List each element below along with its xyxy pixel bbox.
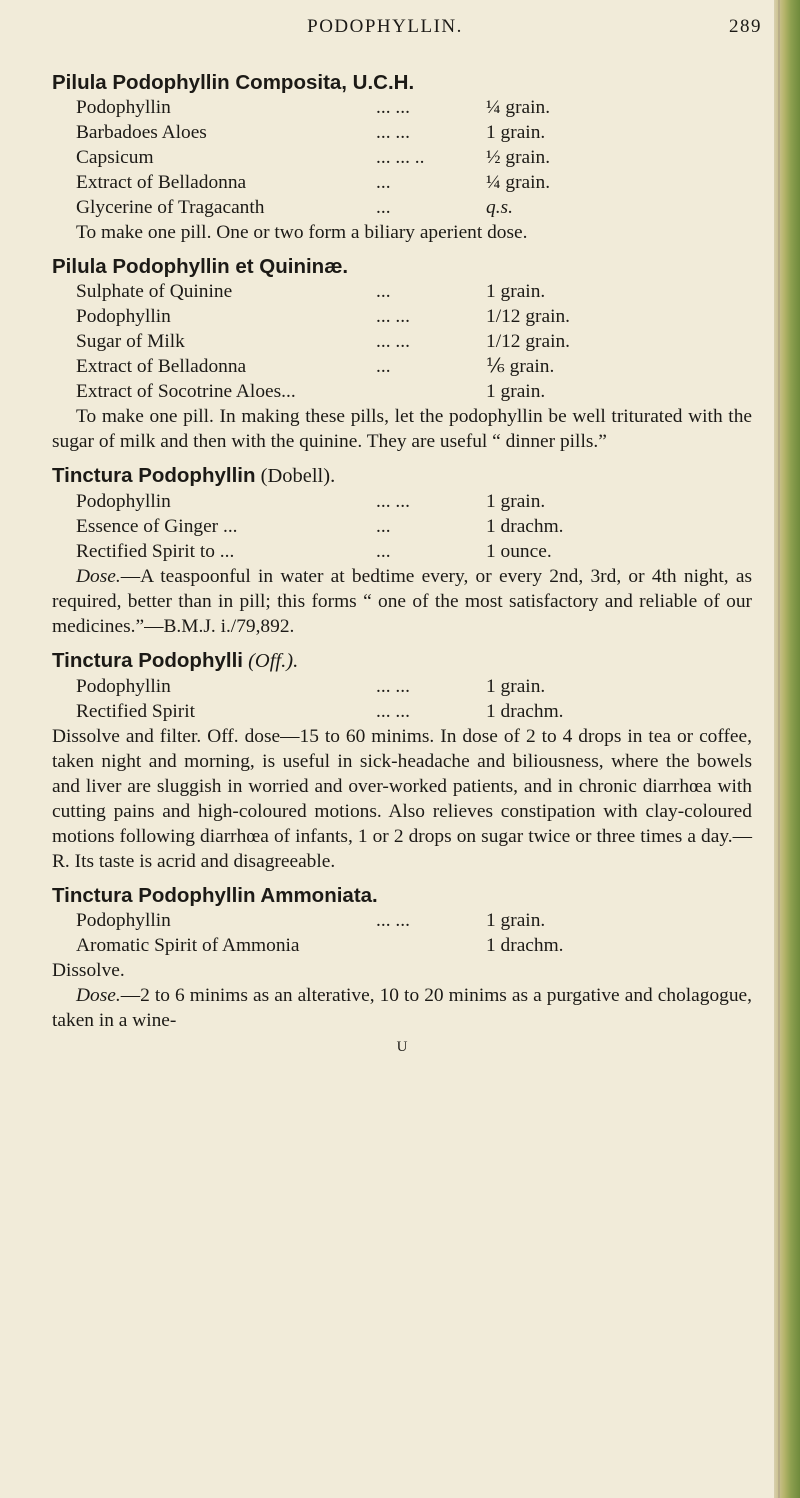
ingredient-name: Rectified Spirit (76, 701, 196, 722)
ingredient-quantity: ¼ grain. (486, 172, 551, 193)
leader-dots: ... ... (376, 306, 410, 327)
recipe-heading-source: (Dobell). (255, 465, 336, 487)
ingredient-row (52, 329, 752, 354)
ingredient-quantity: 1 drachm. (486, 516, 564, 537)
ingredient-name: Podophyllin (76, 306, 171, 327)
recipe-note (52, 564, 752, 639)
ingredient-quantity: 1 grain. (486, 676, 546, 697)
recipe-note: To make one pill. One or two form a biliary aperient dose. (76, 222, 528, 243)
leader-dots: ... (376, 516, 391, 537)
ingredient-row (52, 379, 752, 404)
running-header (0, 16, 770, 44)
recipe-pilula-podophyllin-quininae (52, 254, 752, 454)
instruction-text: Dissolve. (52, 960, 125, 981)
ingredient-row (52, 933, 752, 958)
ingredient-quantity: q.s. (486, 197, 513, 218)
ingredient-name: Barbadoes Aloes (76, 122, 207, 143)
leader-dots: ... (376, 172, 391, 193)
ingredient-name: Podophyllin (76, 910, 171, 931)
ingredient-row (52, 489, 752, 514)
recipe-pilula-podophyllin-composita (52, 70, 752, 245)
ingredient-quantity: 1 ounce. (486, 541, 552, 562)
ingredient-row (52, 170, 752, 195)
ingredient-quantity: ¼ grain. (486, 97, 551, 118)
ingredient-name: Capsicum (76, 147, 154, 168)
leader-dots: ... ... (376, 910, 410, 931)
leader-dots: ... ... (376, 97, 410, 118)
ingredient-name: Essence of Ginger ... (76, 516, 238, 537)
ingredient-row (52, 145, 752, 170)
leader-dots: ... (376, 281, 391, 302)
ingredient-row (52, 120, 752, 145)
leader-dots: ... ... (376, 491, 410, 512)
ingredient-quantity: 1 grain. (486, 281, 546, 302)
ingredient-name: Podophyllin (76, 676, 171, 697)
ingredient-name: Sugar of Milk (76, 331, 185, 352)
recipe-tinctura-podophylli (52, 648, 752, 874)
dose-text: —2 to 6 minims as an alterative, 10 to 20 minims as a purgative and cholagogue, taken in a wine- (52, 985, 752, 1031)
leader-dots: ... ... (376, 122, 410, 143)
recipe-heading-title: Tinctura Podophylli (52, 649, 243, 672)
ingredient-row (52, 539, 752, 564)
ingredient-row (52, 304, 752, 329)
ingredient-row (52, 674, 752, 699)
ingredient-name: Glycerine of Tragacanth (76, 197, 265, 218)
recipe-heading (52, 463, 752, 489)
ingredient-quantity: 1/12 grain. (486, 331, 571, 352)
recipe-note: To make one pill. In making these pills, let the podophyllin be well triturated with the sugar of milk and then with the quinine. They are useful “ dinner pills.” (52, 406, 752, 452)
ingredient-name: Podophyllin (76, 491, 171, 512)
leader-dots: ... (376, 197, 391, 218)
ingredient-name: Extract of Belladonna (76, 172, 247, 193)
ingredient-row (52, 514, 752, 539)
page-edge (774, 0, 800, 1498)
ingredient-row (52, 354, 752, 379)
ingredient-quantity: 1 grain. (486, 491, 546, 512)
recipe-heading: Pilula Podophyllin et Quininæ. (52, 255, 349, 278)
leader-dots: ... (376, 356, 391, 377)
ingredient-quantity: 1 grain. (486, 910, 546, 931)
ingredient-quantity: ⅙ grain. (486, 356, 555, 377)
leader-dots: ... ... .. (376, 147, 425, 168)
recipe-note (52, 983, 752, 1033)
dose-text: —A teaspoonful in water at bedtime every, or every 2nd, 3rd, or 4th night, as required, better than in pill; this forms “ one of the most satisfactory and reliable of our medicines.”—B.M.J. i./79,892. (52, 566, 752, 637)
ingredient-quantity: 1 drachm. (486, 701, 564, 722)
ingredient-quantity: 1 grain. (486, 381, 546, 402)
ingredient-name: Extract of Socotrine Aloes... (76, 381, 296, 402)
ingredient-quantity: 1/12 grain. (486, 306, 571, 327)
ingredient-row (52, 908, 752, 933)
leader-dots: ... (376, 541, 391, 562)
running-title: PODOPHYLLIN. (307, 16, 463, 37)
ingredient-quantity: 1 grain. (486, 122, 546, 143)
ingredient-quantity: ½ grain. (486, 147, 551, 168)
recipe-heading: Pilula Podophyllin Composita, U.C.H. (52, 71, 415, 94)
dose-label: Dose. (76, 566, 121, 587)
page-body (52, 70, 752, 1060)
ingredient-row (52, 279, 752, 304)
ingredient-name: Rectified Spirit to ... (76, 541, 235, 562)
ingredient-row (52, 95, 752, 120)
recipe-heading-title: Tinctura Podophyllin (52, 464, 256, 487)
ingredient-row (52, 699, 752, 724)
recipe-heading: Tinctura Podophyllin Ammoniata. (52, 884, 378, 907)
dose-label: Dose. (76, 985, 121, 1006)
ingredient-row (52, 195, 752, 220)
signature-mark: U (396, 1039, 408, 1055)
ingredient-quantity: 1 drachm. (486, 935, 564, 956)
ingredient-name: Aromatic Spirit of Ammonia (76, 935, 300, 956)
leader-dots: ... ... (376, 701, 410, 722)
recipe-tinctura-podophyllin-ammoniata (52, 883, 752, 1033)
ingredient-name: Sulphate of Quinine (76, 281, 233, 302)
recipe-heading (52, 648, 752, 674)
page-number: 289 (729, 16, 762, 37)
recipe-tinctura-podophyllin-dobell (52, 463, 752, 639)
ingredient-name: Podophyllin (76, 97, 171, 118)
ingredient-name: Extract of Belladonna (76, 356, 247, 377)
leader-dots: ... ... (376, 331, 410, 352)
recipe-note: Dissolve and filter. Off. dose—15 to 60 minims. In dose of 2 to 4 drops in tea or coffee, taken night and morning, is useful in sick-headache and biliousness, where the bowels and liver are sluggish in worried and over-worked patients, and in chronic diarrhœa with cutting pains and high-coloured motions. Also relieves constipation with clay-coloured motions following diarrhœa of infants, 1 or 2 drops on sugar twice or three times a day.—R. Its taste is acrid and disagreeable. (52, 726, 752, 872)
recipe-heading-source: (Off.). (242, 650, 299, 672)
leader-dots: ... ... (376, 676, 410, 697)
